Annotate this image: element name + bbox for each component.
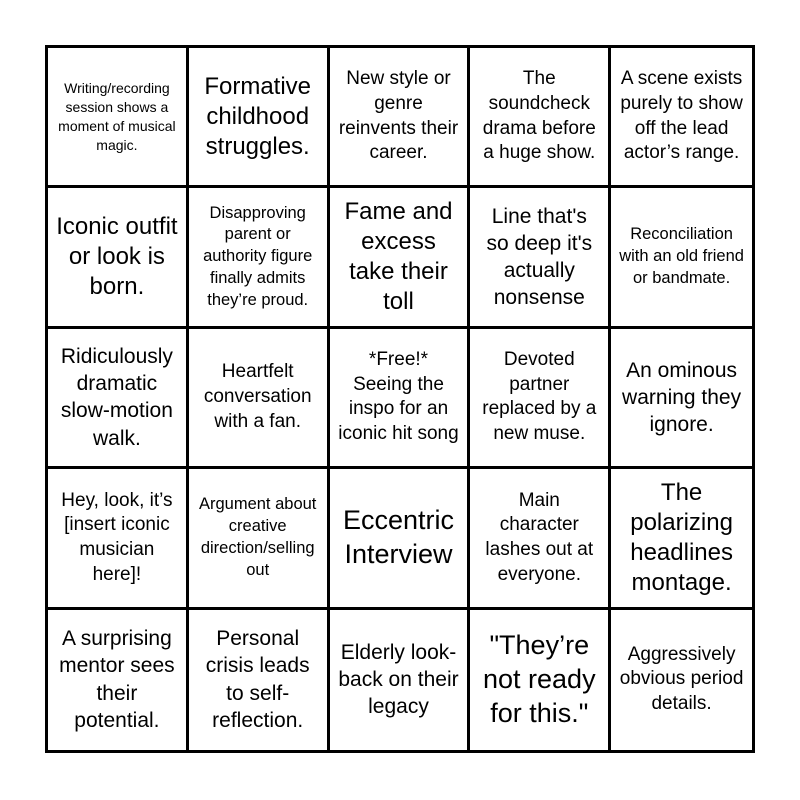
bingo-cell[interactable] [470, 329, 611, 469]
bingo-cell[interactable] [611, 610, 752, 750]
cell-text: Argument about creative direction/selling out [198, 495, 317, 579]
bingo-cell[interactable] [189, 48, 330, 188]
bingo-cell[interactable] [48, 329, 189, 469]
bingo-cell[interactable] [611, 48, 752, 188]
cell-text: Writing/recording session shows a moment of musical magic. [58, 79, 176, 153]
cell-text: Reconciliation with an old friend or bandmate. [619, 225, 744, 287]
cell-text: Line that's so deep it's actually nonsense [486, 204, 593, 310]
bingo-cell[interactable] [189, 469, 330, 609]
cell-text: Fame and excess take their toll [344, 198, 453, 316]
bingo-cell[interactable] [330, 469, 471, 609]
bingo-cell[interactable] [330, 610, 471, 750]
bingo-cell[interactable] [470, 610, 611, 750]
cell-text: Disapproving parent or authority figure finally admits they’re proud. [203, 203, 313, 309]
bingo-cell[interactable] [189, 610, 330, 750]
bingo-board [45, 45, 755, 753]
cell-text: A surprising mentor sees their potential. [59, 627, 175, 733]
bingo-cell[interactable] [470, 188, 611, 328]
cell-text: *Free!* Seeing the inspo for an iconic hit song [338, 349, 459, 445]
bingo-cell[interactable] [330, 188, 471, 328]
bingo-cell[interactable] [189, 329, 330, 469]
bingo-cell[interactable] [330, 48, 471, 188]
cell-text: "They’re not ready for this." [483, 630, 596, 728]
bingo-cell[interactable] [48, 610, 189, 750]
cell-text: An ominous warning they ignore. [622, 358, 742, 437]
bingo-cell[interactable] [48, 188, 189, 328]
cell-text: The soundcheck drama before a huge show. [482, 68, 596, 164]
cell-text: The polarizing headlines montage. [630, 478, 733, 596]
cell-text: A scene exists purely to show off the lead actor’s range. [620, 68, 743, 164]
cell-text: New style or genre reinvents their career. [338, 68, 459, 164]
bingo-cell[interactable] [189, 188, 330, 328]
cell-text: Main character lashes out at everyone. [485, 489, 594, 585]
bingo-cell[interactable] [611, 329, 752, 469]
cell-text: Hey, look, it’s [insert iconic musician here]! [61, 489, 173, 585]
bingo-cell[interactable] [470, 469, 611, 609]
cell-text: Formative childhood struggles. [204, 72, 312, 160]
cell-text: Devoted partner replaced by a new muse. [482, 349, 597, 445]
cell-text: Eccentric Interview [342, 505, 455, 569]
bingo-cell[interactable] [48, 469, 189, 609]
bingo-cell[interactable] [611, 469, 752, 609]
cell-text: Elderly look-back on their legacy [338, 640, 459, 719]
bingo-cell[interactable] [470, 48, 611, 188]
cell-text: Iconic outfit or look is born. [56, 213, 178, 301]
cell-text: Heartfelt conversation with a fan. [203, 361, 312, 432]
cell-text: Ridiculously dramatic slow-motion walk. [60, 344, 173, 450]
bingo-cell[interactable] [611, 188, 752, 328]
cell-text: Personal crisis leads to self-reflection. [205, 627, 310, 733]
bingo-cell[interactable] [48, 48, 189, 188]
cell-text: Aggressively obvious period details. [619, 643, 744, 715]
bingo-cell-free[interactable] [330, 329, 471, 469]
